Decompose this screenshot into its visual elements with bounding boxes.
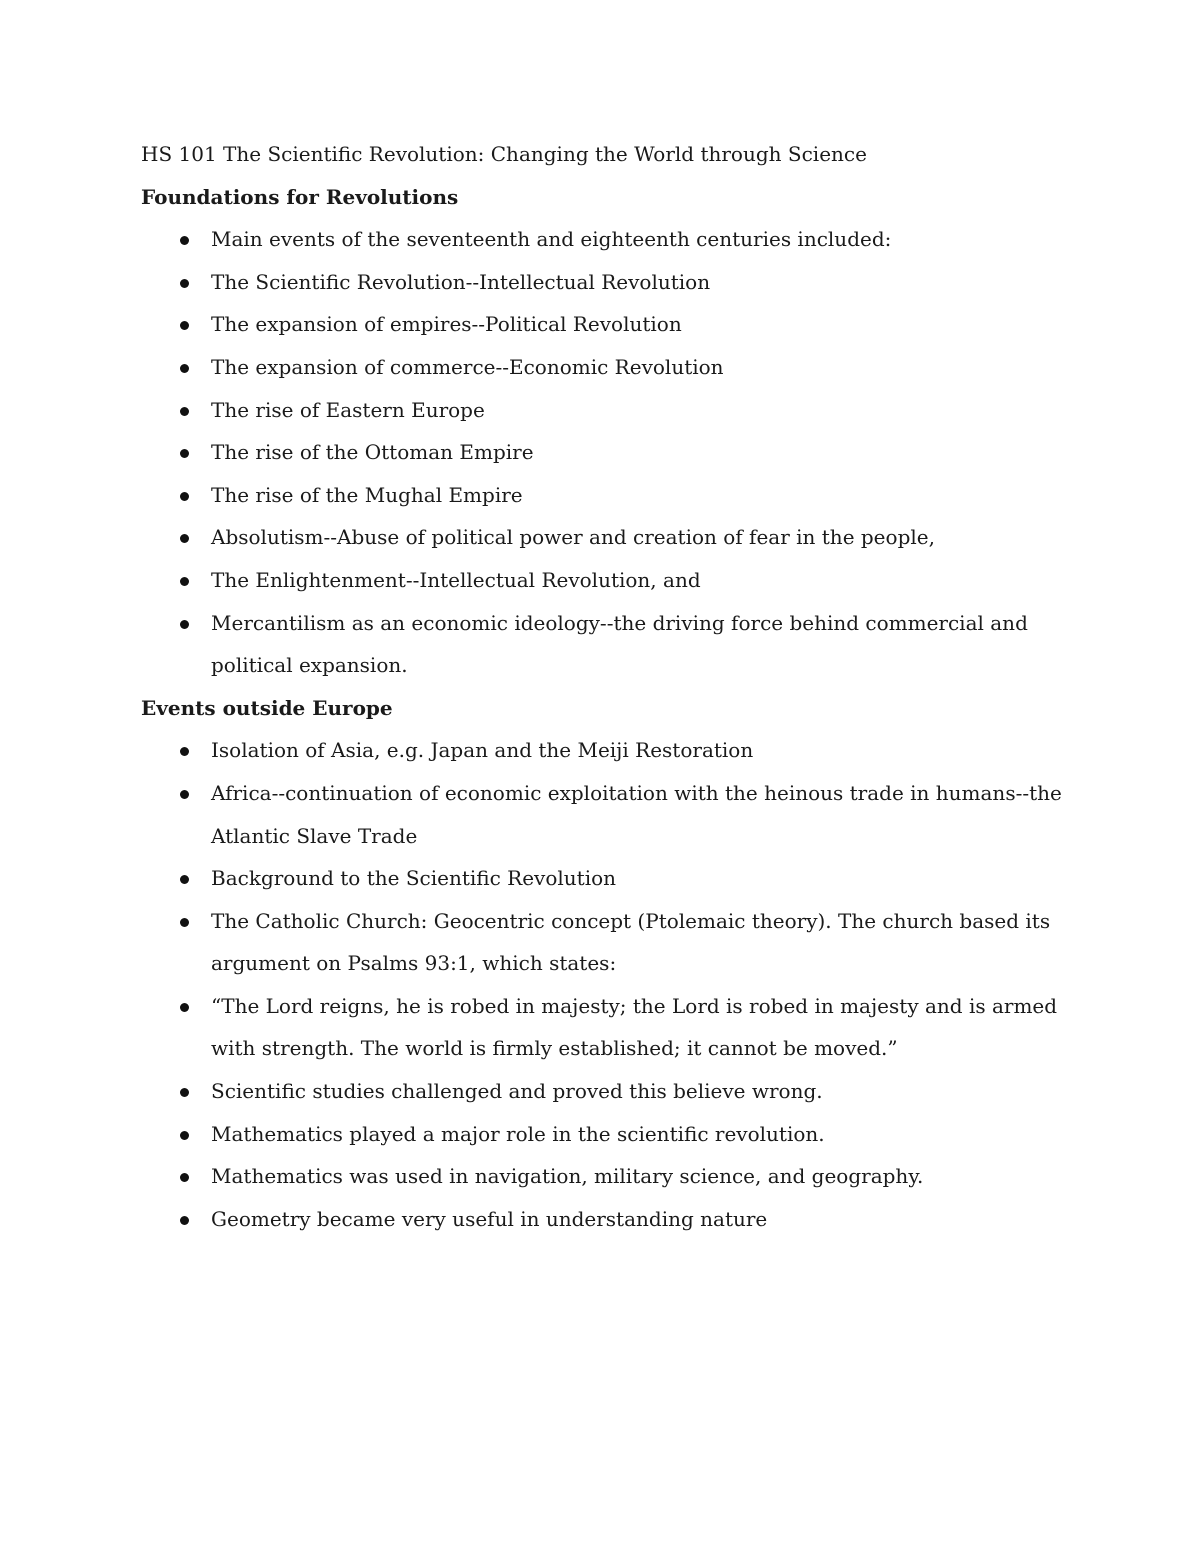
list-item: Mathematics played a major role in the scientific revolution.: [141, 1113, 1071, 1156]
list-item: Main events of the seventeenth and eighteenth centuries included:: [141, 218, 1071, 261]
foundations-list: [141, 218, 1071, 687]
bullet-icon: [180, 918, 189, 927]
list-item: Geometry became very useful in understanding nature: [141, 1198, 1071, 1241]
document-title: HS 101 The Scientific Revolution: Changing the World through Science: [141, 142, 867, 166]
list-item: Isolation of Asia, e.g. Japan and the Meiji Restoration: [141, 729, 1071, 772]
section-heading-events-outside-europe: Events outside Europe: [141, 695, 393, 720]
list-item: Mathematics was used in navigation, military science, and geography.: [141, 1155, 1071, 1198]
bullet-icon: [180, 1216, 189, 1225]
bullet-icon: [180, 534, 189, 543]
bullet-icon: [180, 875, 189, 884]
bullet-icon: [180, 1088, 189, 1097]
list-item: The expansion of empires--Political Revolution: [141, 303, 1071, 346]
bullet-icon: [180, 1131, 189, 1140]
list-item: The Catholic Church: Geocentric concept (Ptolemaic theory). The church based its argument on Psalms 93:1, which states:: [141, 900, 1071, 985]
bullet-icon: [180, 492, 189, 501]
bullet-icon: [180, 1003, 189, 1012]
list-item: Background to the Scientific Revolution: [141, 857, 1071, 900]
list-item: The expansion of commerce--Economic Revolution: [141, 346, 1071, 389]
section-heading-foundations: Foundations for Revolutions: [141, 184, 459, 209]
document-page: [141, 133, 1071, 1240]
list-item: The rise of the Ottoman Empire: [141, 431, 1071, 474]
list-item: The Scientific Revolution--Intellectual Revolution: [141, 261, 1071, 304]
bullet-icon: [180, 321, 189, 330]
bullet-icon: [180, 407, 189, 416]
bullet-icon: [180, 620, 189, 629]
bullet-icon: [180, 236, 189, 245]
list-item: The rise of Eastern Europe: [141, 389, 1071, 432]
bullet-icon: [180, 279, 189, 288]
bullet-icon: [180, 790, 189, 799]
list-item: The Enlightenment--Intellectual Revolution, and: [141, 559, 1071, 602]
bullet-icon: [180, 364, 189, 373]
bullet-icon: [180, 747, 189, 756]
events-outside-europe-list: [141, 729, 1071, 1240]
bullet-icon: [180, 1173, 189, 1182]
list-item: Scientific studies challenged and proved this believe wrong.: [141, 1070, 1071, 1113]
bullet-icon: [180, 577, 189, 586]
list-item: “The Lord reigns, he is robed in majesty; the Lord is robed in majesty and is armed with strength. The world is firmly established; it cannot be moved.”: [141, 985, 1071, 1070]
list-item: Mercantilism as an economic ideology--the driving force behind commercial and political expansion.: [141, 602, 1071, 687]
bullet-icon: [180, 449, 189, 458]
list-item: Africa--continuation of economic exploitation with the heinous trade in humans--the Atlantic Slave Trade: [141, 772, 1071, 857]
list-item: Absolutism--Abuse of political power and creation of fear in the people,: [141, 516, 1071, 559]
list-item: The rise of the Mughal Empire: [141, 474, 1071, 517]
